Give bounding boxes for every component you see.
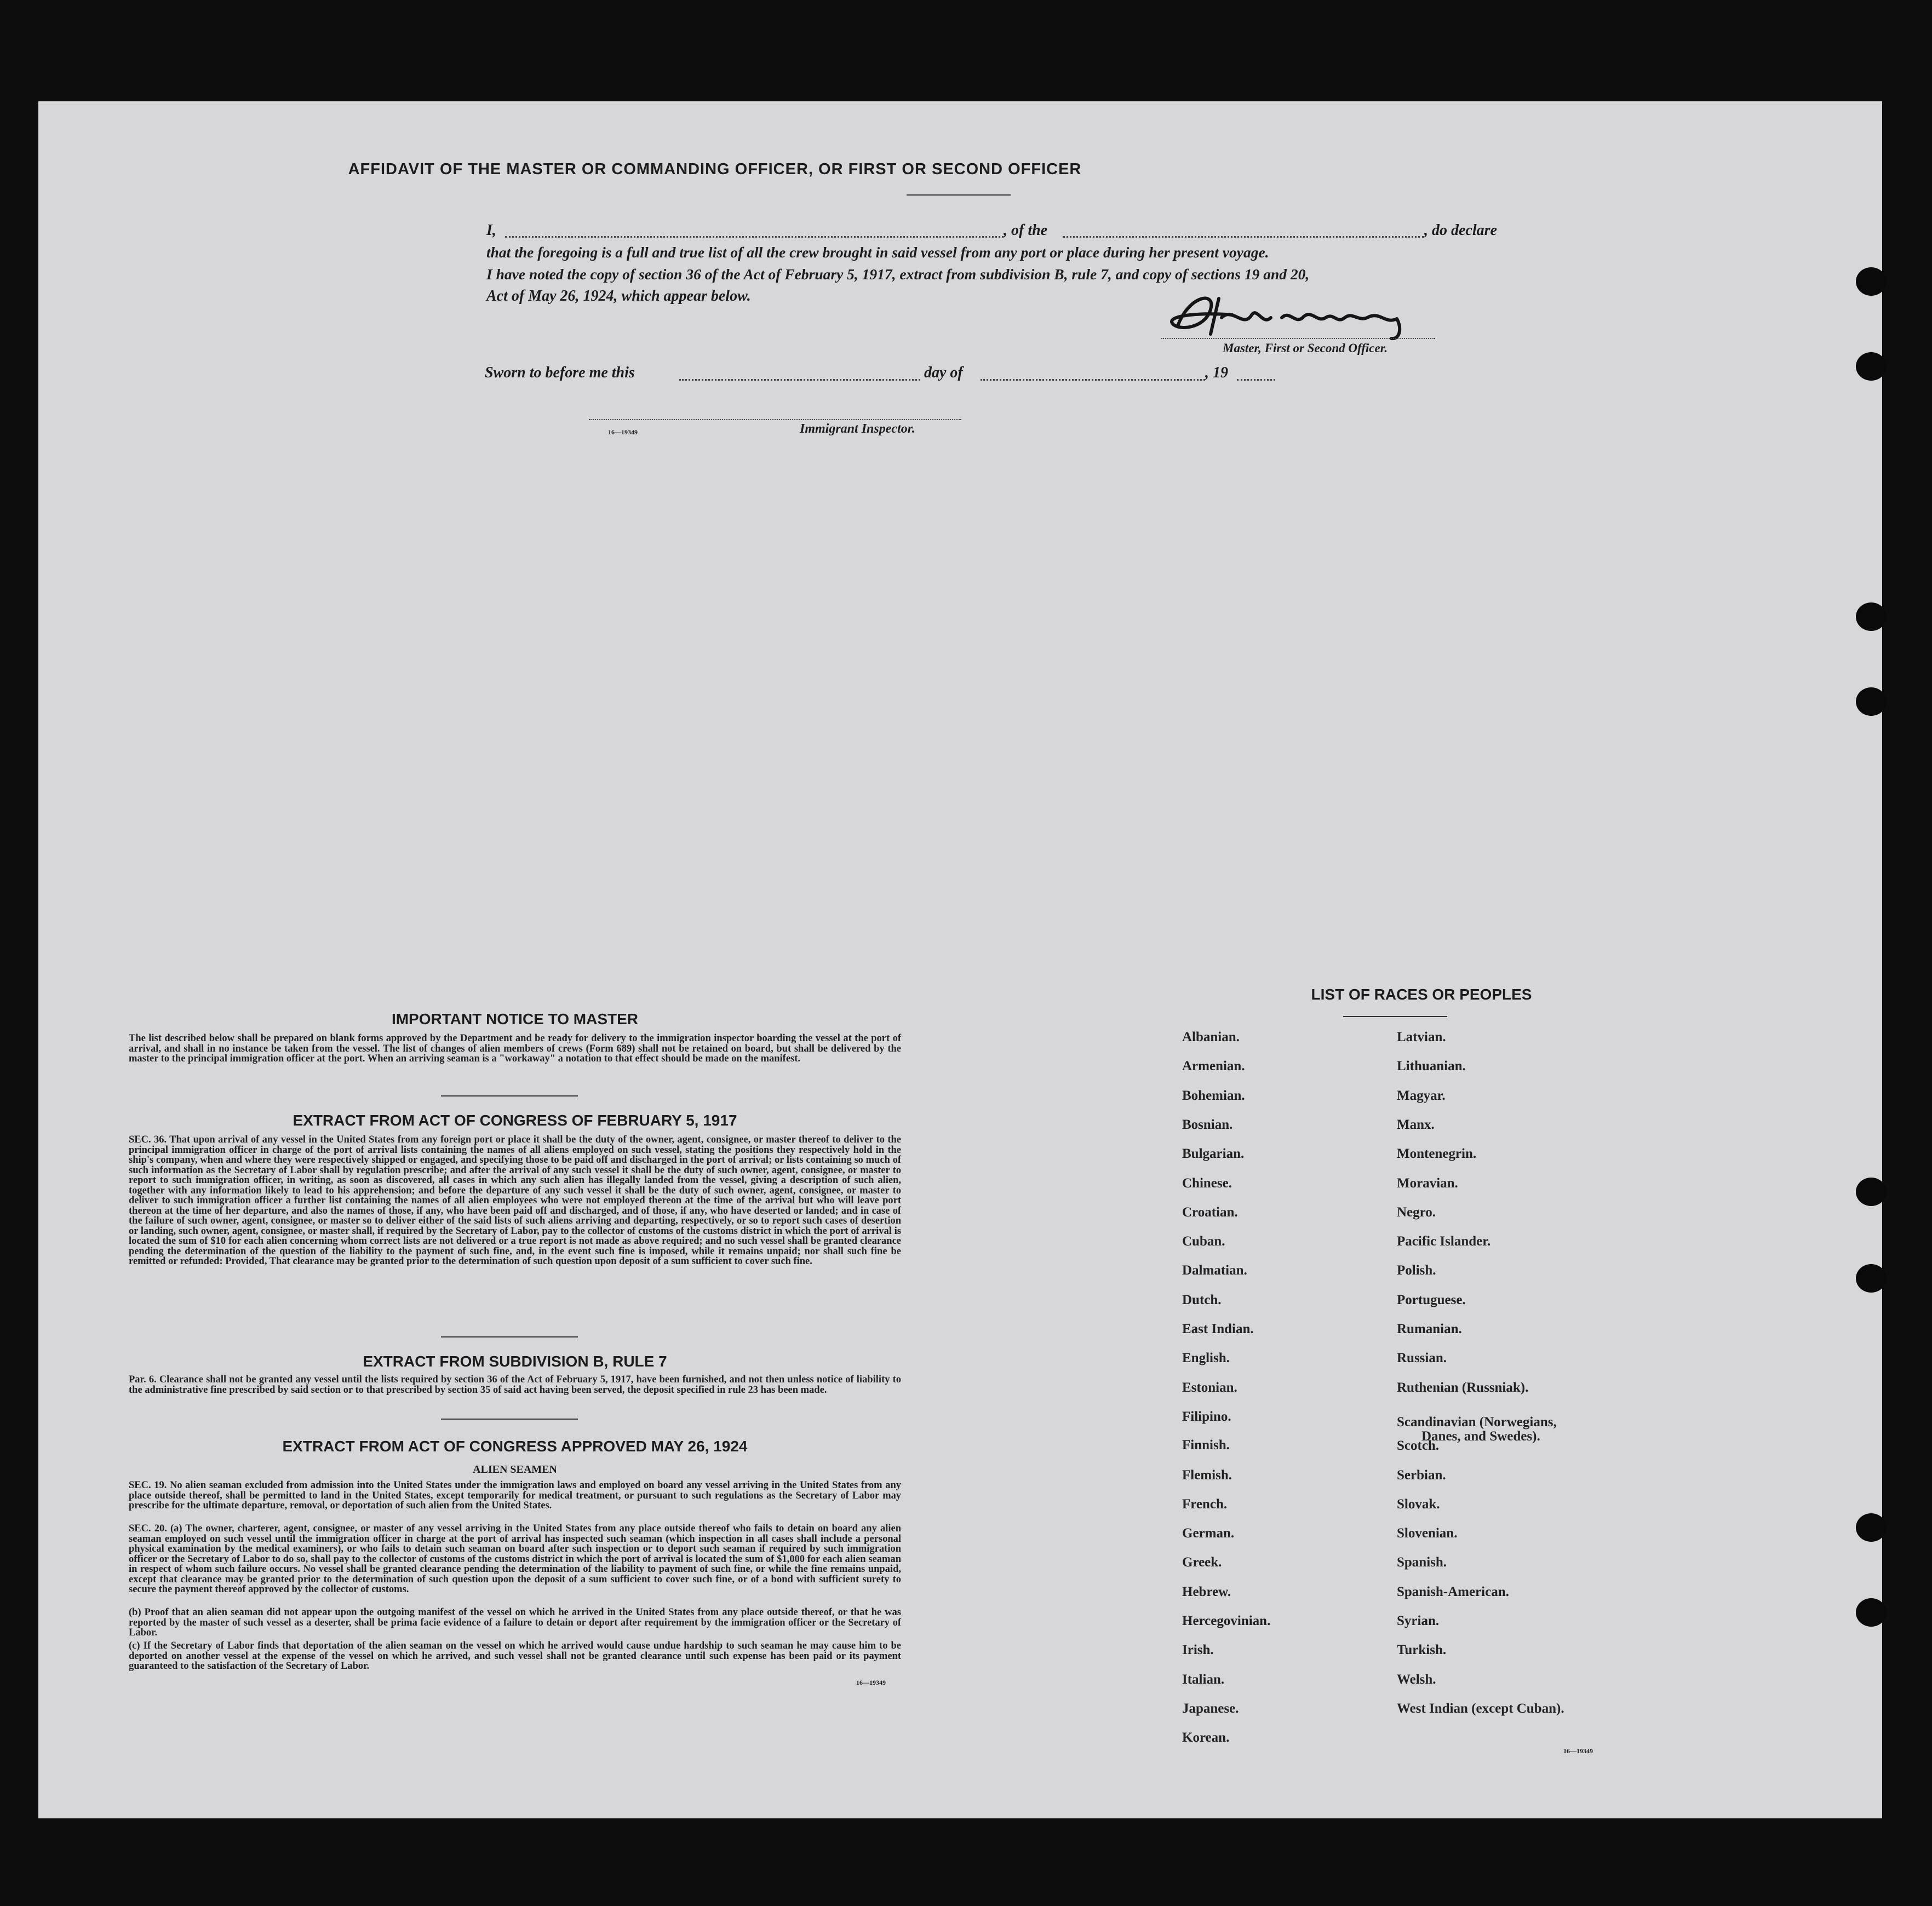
signature-label: Master, First or Second Officer.: [1223, 341, 1388, 355]
punch-hole: [1856, 1513, 1887, 1542]
race-item: Armenian.: [1182, 1059, 1245, 1074]
affidavit-line-3: I have noted the copy of section 36 of the Act of February 5, 1917, extract from subdivision B, rule 7, and copy of sections 19 and 20,: [486, 266, 1310, 283]
name-blank-line: [505, 236, 1004, 238]
title-divider: [907, 194, 1011, 196]
punch-hole: [1856, 1178, 1887, 1206]
race-item: Slovak.: [1397, 1496, 1440, 1512]
sec20c-text: (c) If the Secretary of Labor finds that deportation of the alien seaman on the vessel on which he arrived would cause undue hardship to such seaman he may cause him to be deported on another vessel at the expense of the vessel on which he arrived, and such vessel shall not be granted clearance until such expense has been paid or its payment guaranteed to the satisfaction of the Secretary of Labor.: [129, 1640, 901, 1672]
punch-hole: [1856, 267, 1887, 296]
race-item: West Indian (except Cuban).: [1397, 1701, 1564, 1716]
race-item: Italian.: [1182, 1672, 1225, 1687]
race-item: Russian.: [1397, 1351, 1447, 1366]
race-item: Ruthenian (Russniak).: [1397, 1380, 1529, 1395]
notice-title: IMPORTANT NOTICE TO MASTER: [391, 1011, 639, 1027]
affidavit-of-the: , of the: [1004, 222, 1048, 239]
sworn-text: Sworn to before me this: [485, 364, 635, 381]
vessel-blank-line: [1063, 236, 1424, 238]
form-number-top: 16—19349: [608, 428, 638, 436]
inspector-signature-line: [589, 419, 961, 420]
rule7-text: Par. 6. Clearance shall not be granted any vessel until the lists required by section 36 of the Act of February 5, 1917, have been furnished, and not then unless notice of liability to the administrative fine prescribed by said section or to that prescribed by section 35 of said act having been served, the deposit specified in rule 23 has been made.: [129, 1374, 901, 1396]
affidavit-do-declare: , do declare: [1424, 222, 1497, 239]
race-item: Welsh.: [1397, 1672, 1436, 1687]
race-item: Scandinavian (Norwegians,: [1397, 1414, 1557, 1430]
sec19-text: SEC. 19. No alien seaman excluded from admission into the United States under the immigration laws and employed on board any vessel arriving in the United States from any place outside thereof, shall be permitted to land in the United States, except temporarily for medical treatment, or pursuant to such regulations as the Secretary of Labor may prescribe for the ultimate departure, removal, or deportation of such alien from the United States.: [129, 1480, 901, 1511]
race-item: Magyar.: [1397, 1088, 1446, 1103]
affidavit-i: I,: [486, 222, 496, 239]
race-item: Greek.: [1182, 1555, 1222, 1570]
race-item: Dutch.: [1182, 1292, 1222, 1307]
race-item: Finnish.: [1182, 1437, 1230, 1453]
extract-1917-title: EXTRACT FROM ACT OF CONGRESS OF FEBRUARY 5, 1917: [293, 1112, 737, 1129]
race-item: French.: [1182, 1496, 1228, 1512]
race-item: Albanian.: [1182, 1030, 1240, 1044]
year-prefix: , 19: [1205, 364, 1228, 381]
race-item: Filipino.: [1182, 1409, 1231, 1424]
race-item: Montenegrin.: [1397, 1146, 1477, 1162]
year-blank: [1237, 379, 1275, 381]
inspector-label: Immigrant Inspector.: [800, 422, 915, 436]
notice-divider: [441, 1095, 578, 1096]
extract-1917-text: SEC. 36. That upon arrival of any vessel in the United States from any foreign port or place it shall be the duty of the owner, agent, consignee, or master thereof to deliver to the principal immigration officer in charge of the port of arrival lists containing the names of all aliens employed on such vessel, stating the positions they respectively hold in the ship's company, when and where they were respectively shipped or engaged, and specifying those to be paid off and discharged in the port of arrival; or lists containing so much of such information as the Secretary of Labor shall by regulation prescribe; and after the arrival of any such vessel it shall be the duty of such owner, agent, consignee, or master to report to such immigration officer, in writing, as soon as discovered, all cases in which any such alien has illegally landed from the vessel, giving a description of such alien, together with any information likely to lead to his apprehension; and before the departure of any such vessel it shall be the duty of such owner, agent, consignee, or master to deliver to such immigration officer a further list containing the names of all alien employees who were not employed thereon at the time of the arrival but who will leave port thereon at the time of her departure, and also the names of those, if any, who have been paid off and discharged, and of those, if any, who have deserted or landed; and in case of the failure of such owner, agent, consignee, or master so to deliver either of the said lists of such aliens arriving and departing, respectively, or so to report such cases of desertion or landing, such owner, agent, consignee, or master shall, if required by the Secretary of Labor, pay to the collector of customs of the customs district in which the port of arrival is located the sum of $10 for each alien concerning whom correct lists are not delivered or a true report is not made as above required; and no such vessel shall be granted clearance pending the determination of the question of the liability to the payment of such fine, and, in the event such fine is imposed, while it remains unpaid; nor shall such fine be remitted or refunded: Provided, That clearance may be granted prior to the determination of such question upon deposit of a sum sufficient to cover such fine.: [129, 1134, 901, 1267]
sworn-day-blank: [679, 379, 920, 381]
race-item: Portuguese.: [1397, 1292, 1466, 1307]
race-item: Manx.: [1397, 1117, 1435, 1132]
race-item: Dalmatian.: [1182, 1263, 1247, 1278]
race-item: Japanese.: [1182, 1701, 1239, 1716]
punch-hole: [1856, 352, 1887, 381]
race-item: Lithuanian.: [1397, 1059, 1466, 1074]
race-item: English.: [1182, 1351, 1230, 1366]
month-blank: [981, 379, 1205, 381]
master-signature: [1156, 285, 1463, 342]
race-item: East Indian.: [1182, 1322, 1254, 1336]
race-item: Bohemian.: [1182, 1088, 1245, 1103]
day-of-text: day of: [924, 364, 963, 381]
affidavit-title: AFFIDAVIT OF THE MASTER OR COMMANDING OFFICER, OR FIRST OR SECOND OFFICER: [348, 160, 1082, 178]
race-item: Hebrew.: [1182, 1584, 1231, 1599]
document-page: [38, 101, 1882, 1818]
race-item: Croatian.: [1182, 1204, 1238, 1220]
rule7-title: EXTRACT FROM SUBDIVISION B, RULE 7: [363, 1353, 667, 1370]
race-item: Moravian.: [1397, 1175, 1458, 1191]
form-number-bottom-left: 16—19349: [856, 1679, 886, 1686]
affidavit-line-4: Act of May 26, 1924, which appear below.: [486, 288, 751, 305]
signature-line: [1161, 338, 1435, 339]
sec20a-text: SEC. 20. (a) The owner, charterer, agent, consignee, or master of any vessel arriving in the United States from any place outside thereof who fails to detain on board any alien seaman employed on such vessel until the immigration officer in charge at the port of arrival has inspected such seaman (which inspection in all cases shall include a personal physical examination by the medical examiners), or who fails to detain such seaman on board after such inspection or to deport such seaman if required by such immigration officer or the Secretary of Labor to do so, shall pay to the collector of customs of the customs district in which the port of arrival is located the sum of $1,000 for each alien seaman in respect of whom such failure occurs. No vessel shall be granted clearance pending the determination of the liability to payment of such fine, or while the fine remains unpaid, except that clearance may be granted prior to the determination of such question upon the deposit of a sum sufficient to cover such fine, or of a bond with sufficient surety to secure the payment thereof approved by the collector of customs.: [129, 1523, 901, 1595]
race-item: Chinese.: [1182, 1175, 1232, 1191]
sec20b-text: (b) Proof that an alien seaman did not appear upon the outgoing manifest of the vessel on which he arrived in the United States from any place outside thereof, or that he was reported by the master of such vessel as a deserter, shall be prima facie evidence of a failure to detain or deport after requirement by the immigration officer or the Secretary of Labor.: [129, 1607, 901, 1638]
form-number-bottom-right: 16—19349: [1563, 1747, 1593, 1755]
race-item: Rumanian.: [1397, 1322, 1462, 1336]
race-item: Bulgarian.: [1182, 1146, 1245, 1162]
races-title: LIST OF RACES OR PEOPLES: [1311, 986, 1532, 1003]
punch-hole: [1856, 602, 1887, 631]
affidavit-line-2: that the foregoing is a full and true list of all the crew brought in said vessel from any port or place during her present voyage.: [486, 244, 1269, 261]
notice-text: The list described below shall be prepared on blank forms approved by the Department and be ready for delivery to the immigration inspector boarding the vessel at the port of arrival, and shall in no instance be taken from the vessel. The list of changes of alien members of crews (Form 689) shall not be retained on board, but shall be delivered by the master to the principal immigration officer at the port. When an arriving seaman is a "workaway" a notation to that effect should be made on the manifest.: [129, 1033, 901, 1064]
extract-1924-title: EXTRACT FROM ACT OF CONGRESS APPROVED MAY 26, 1924: [282, 1438, 748, 1455]
race-item: Danes, and Swedes).: [1421, 1428, 1540, 1444]
extract-1917-divider: [441, 1336, 578, 1337]
race-item: Serbian.: [1397, 1467, 1446, 1483]
race-item: Irish.: [1182, 1643, 1214, 1658]
race-item: Polish.: [1397, 1263, 1436, 1278]
race-item: Negro.: [1397, 1204, 1436, 1220]
punch-hole: [1856, 687, 1887, 716]
races-divider: [1343, 1016, 1447, 1017]
rule7-divider: [441, 1419, 578, 1420]
race-item: Latvian.: [1397, 1030, 1446, 1044]
race-item: Syrian.: [1397, 1614, 1440, 1628]
race-item: Slovenian.: [1397, 1526, 1458, 1541]
race-item: Cuban.: [1182, 1234, 1225, 1249]
race-item: Turkish.: [1397, 1643, 1447, 1658]
race-item: Pacific Islander.: [1397, 1234, 1491, 1249]
punch-hole: [1856, 1598, 1887, 1627]
race-item: Spanish-American.: [1397, 1584, 1509, 1599]
race-item: Scotch.: [1397, 1438, 1440, 1454]
race-item: Hercegovinian.: [1182, 1614, 1271, 1628]
punch-hole: [1856, 1264, 1887, 1293]
race-item: German.: [1182, 1526, 1235, 1541]
race-item: Spanish.: [1397, 1555, 1447, 1570]
race-item: Bosnian.: [1182, 1117, 1233, 1132]
race-item: Flemish.: [1182, 1467, 1232, 1483]
race-item: Estonian.: [1182, 1380, 1237, 1395]
alien-seamen-subtitle: ALIEN SEAMEN: [473, 1463, 557, 1476]
race-item: Korean.: [1182, 1730, 1230, 1746]
